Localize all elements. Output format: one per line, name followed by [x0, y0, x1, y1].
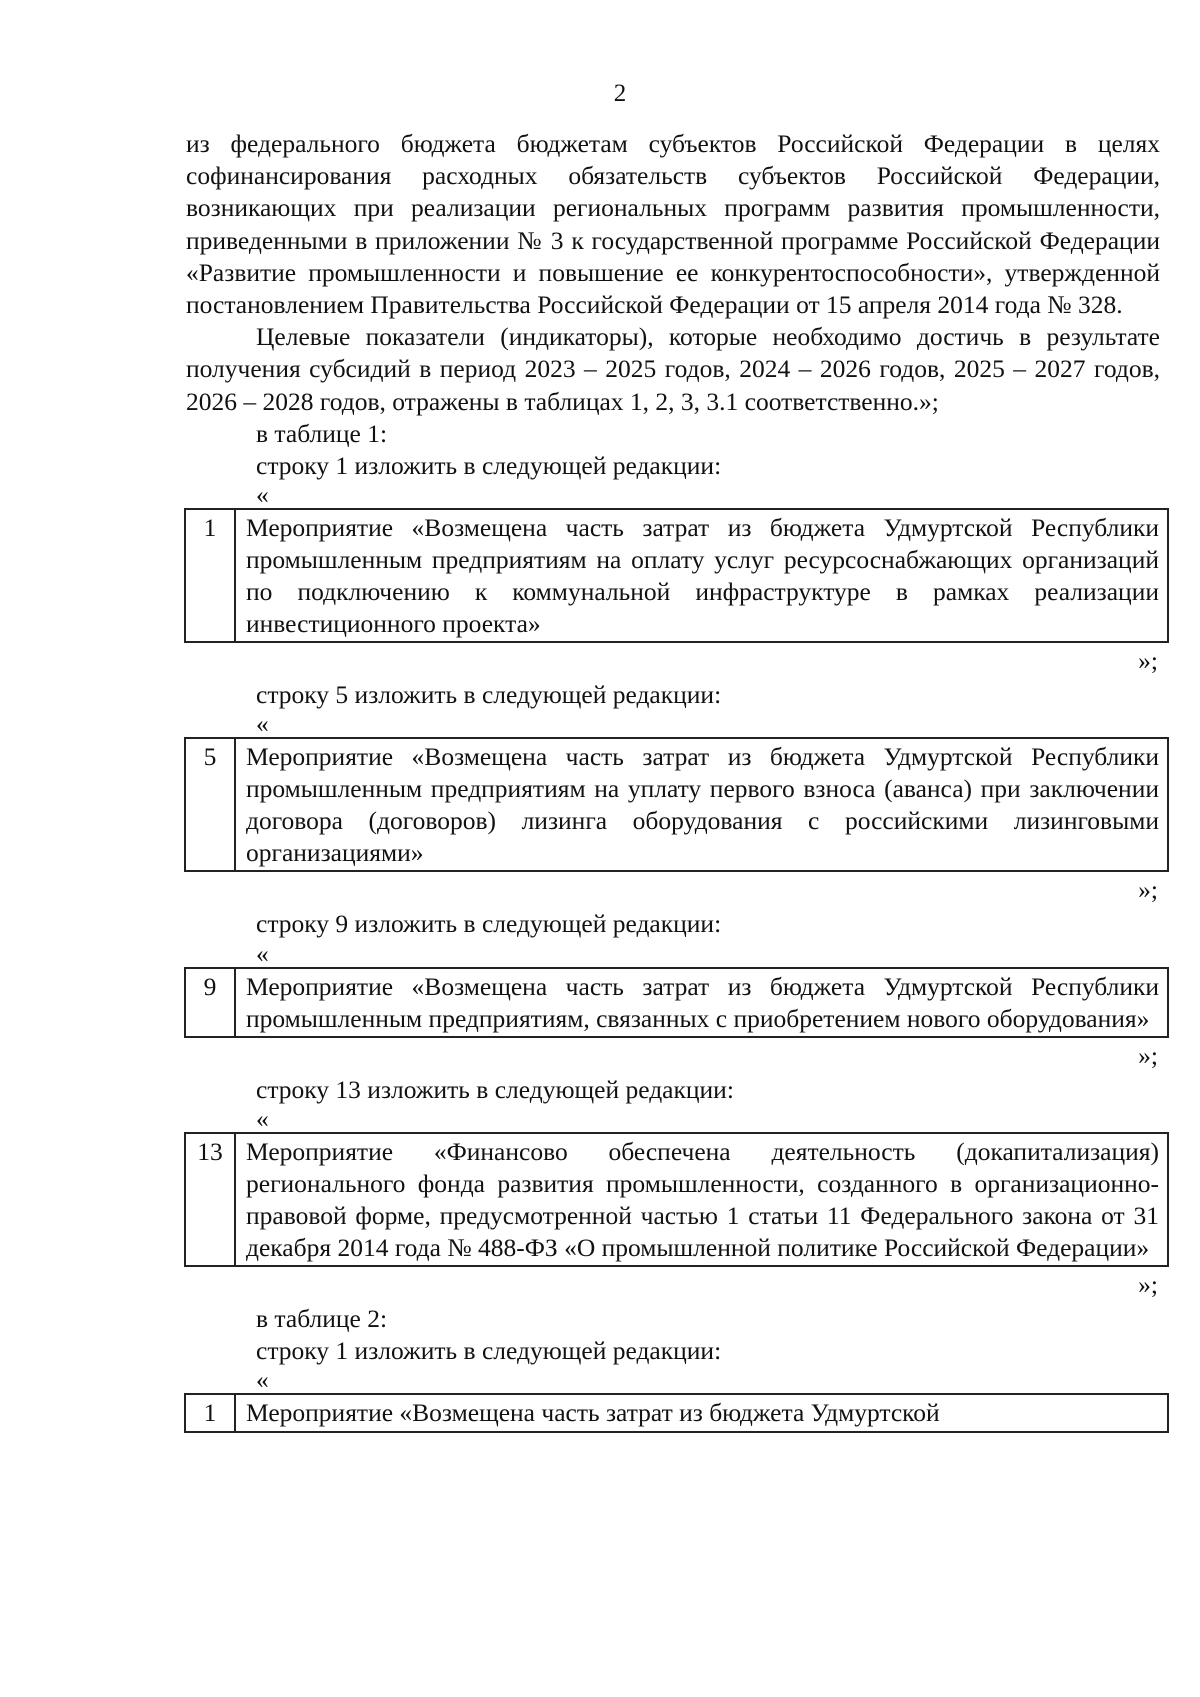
document-body	[186, 128, 1160, 1433]
quote-open-mark: «	[256, 938, 269, 968]
row-number-cell: 1	[185, 509, 235, 642]
page-number: 2	[613, 80, 627, 107]
amendment-instruction: строку 5 изложить в следующей редакции:	[256, 680, 722, 710]
table2-row	[184, 1393, 1169, 1433]
table2-heading: в таблице 2:	[256, 1303, 388, 1333]
quote-close-mark: »;	[1138, 1040, 1158, 1070]
amendment-table-row	[184, 508, 1169, 643]
targets-paragraph: Целевые показатели (индикаторы), которые необходимо достичь в результате получения субсидий в период 2023 – 2025 годов, 2024 – 2026 годов, 2025 – 2027 годов, 2026 – 2028 годов, отражены в таблицах 1, 2, 3, 3.1 соответственно.»;	[186, 322, 1160, 416]
intro-paragraph: из федерального бюджета бюджетам субъектов Российской Федерации в целях софинансирования расходных обязательств субъектов Российской Федерации, возникающих при реализации региональных программ развития промышленности, приведенными в приложении № 3 к государственной программе Российской Федерации «Развитие промышленности и повышение ее конкурентоспособности», утвержденной постановлением Правительства Российской Федерации от 15 апреля 2014 года № 328.	[186, 129, 1160, 320]
quote-close-mark: »;	[1138, 646, 1158, 676]
row-text-cell: Мероприятие «Возмещена часть затрат из бюджета Удмуртской	[235, 1394, 1168, 1432]
amendment-table-row	[184, 737, 1169, 872]
row-text-cell: Мероприятие «Финансово обеспечена деятельность (докапитализация) регионального фонда развития промышленности, созданного в организационно-правовой форме, предусмотренной частью 1 статьи 11 Федерального закона от 31 декабря 2014 года № 488-ФЗ «О промышленной политике Российской Федерации»	[235, 1133, 1168, 1266]
quote-open-mark: «	[256, 1103, 269, 1133]
row-text-cell: Мероприятие «Возмещена часть затрат из бюджета Удмуртской Республики промышленным предприятиям на уплату первого взноса (аванса) при заключении договора (договоров) лизинга оборудования с российскими лизинговыми организациями»	[235, 738, 1168, 871]
table2-instruction: строку 1 изложить в следующей редакции:	[256, 1336, 722, 1366]
quote-close-mark: »;	[1138, 1269, 1158, 1299]
row-number-cell: 9	[185, 968, 235, 1037]
row-number-cell: 5	[185, 738, 235, 871]
amendment-instruction: строку 13 изложить в следующей редакции:	[256, 1074, 734, 1104]
amendment-instruction: строку 1 изложить в следующей редакции:	[256, 451, 722, 481]
quote-open-mark: «	[256, 709, 269, 739]
amendment-table-row	[184, 967, 1169, 1038]
row-text-cell: Мероприятие «Возмещена часть затрат из бюджета Удмуртской Республики промышленным предприятиям на оплату услуг ресурсоснабжающих организаций по подключению к коммунальной инфраструктуре в рамках реализации инвестиционного проекта»	[235, 509, 1168, 642]
quote-open-mark: «	[256, 1365, 269, 1395]
amendment-table-row	[184, 1132, 1169, 1267]
quote-open-mark: «	[256, 480, 269, 510]
row-text-cell: Мероприятие «Возмещена часть затрат из бюджета Удмуртской Республики промышленным предприятиям, связанных с приобретением нового оборудования»	[235, 968, 1168, 1037]
amendment-instruction: строку 9 изложить в следующей редакции:	[256, 909, 722, 939]
table1-heading: в таблице 1:	[256, 418, 388, 448]
quote-close-mark: »;	[1138, 875, 1158, 905]
row-number-cell: 1	[185, 1394, 235, 1432]
row-number-cell: 13	[185, 1133, 235, 1266]
